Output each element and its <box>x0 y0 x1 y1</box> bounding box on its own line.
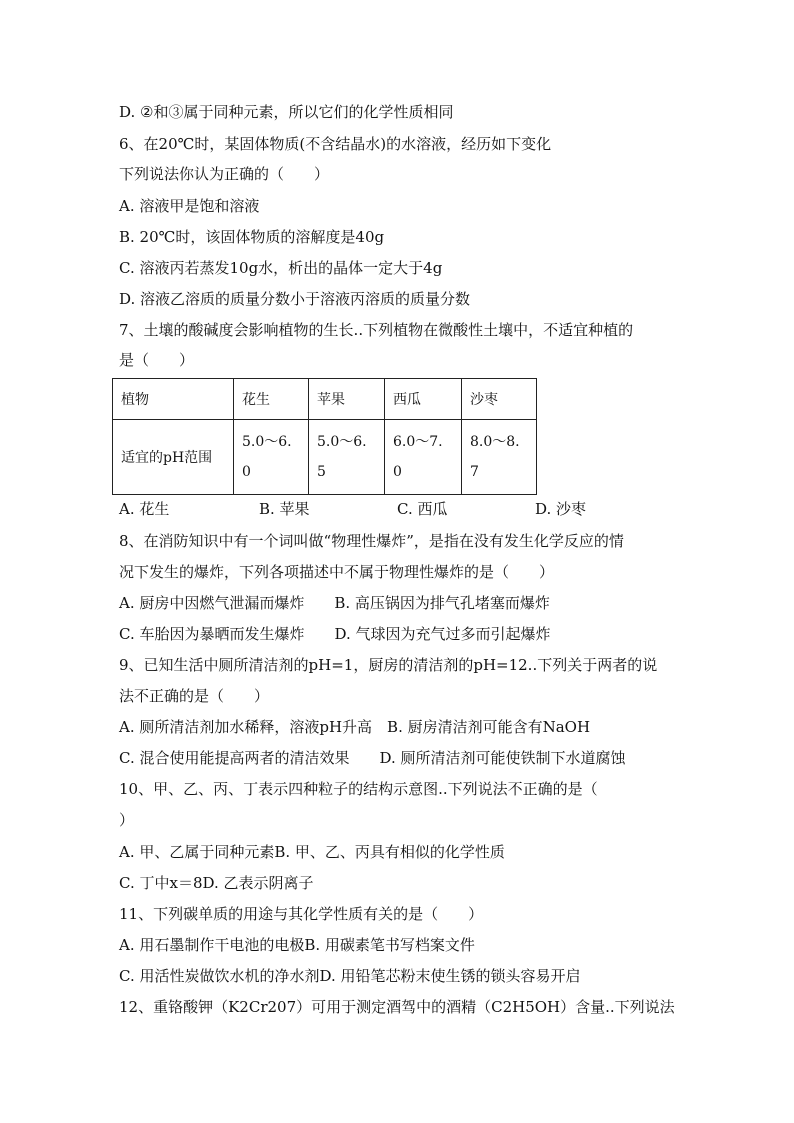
q6-stem-cont: 下列说法你认为正确的（ ） <box>119 165 330 183</box>
q8-options-cd: C. 车胎因为暴晒而发生爆炸 D. 气球因为充气过多而引起爆炸 <box>119 625 551 643</box>
q9-stem: 9、已知生活中厕所清洁剂的pH=1，厨房的清洁剂的pH=12..下列关于两者的说 <box>119 656 658 674</box>
q12-stem: 12、重铬酸钾（K2Cr207）可用于测定酒驾中的酒精（C2H5OH）含量..下列说法 <box>119 998 675 1016</box>
cell-line: 5.0～6. <box>317 434 367 450</box>
q11-stem: 11、下列碳单质的用途与其化学性质有关的是（ ） <box>119 905 484 923</box>
q10-options-cd: C. 丁中x＝8D. 乙表示阴离子 <box>119 874 314 892</box>
q10-stem-cont: ） <box>119 811 135 829</box>
q10-stem: 10、甲、乙、丙、丁表示四种粒子的结构示意图..下列说法不正确的是（ <box>119 780 598 798</box>
q6-stem: 6、在20℃时，某固体物质(不含结晶水)的水溶液，经历如下变化 <box>119 135 552 153</box>
q6-option-a: A. 溶液甲是饱和溶液 <box>119 197 260 215</box>
table-cell <box>309 420 385 495</box>
cell-line: 8.0～8. <box>470 434 520 450</box>
cell-line: 7 <box>470 464 479 480</box>
cell-line: 6.0～7. <box>393 434 443 450</box>
q9-stem-cont: 法不正确的是（ ） <box>119 687 270 705</box>
q11-options-ab: A. 用石墨制作干电池的电极B. 用碳素笔书写档案文件 <box>119 936 475 954</box>
q6-option-d: D. 溶液乙溶质的质量分数小于溶液丙溶质的质量分数 <box>119 290 471 308</box>
q10-options-ab: A. 甲、乙属于同种元素B. 甲、乙、丙具有相似的化学性质 <box>119 843 505 861</box>
table-cell <box>234 420 309 495</box>
q7-option-d: D. 沙枣 <box>535 500 587 518</box>
cell-line: 0 <box>393 464 402 480</box>
q8-options-ab: A. 厨房中因燃气泄漏而爆炸 B. 高压锅因为排气孔堵塞而爆炸 <box>119 594 550 612</box>
table-header-cell: 西瓜 <box>385 379 462 420</box>
cell-line: 5 <box>317 464 326 480</box>
q7-stem-cont: 是（ ） <box>119 351 195 369</box>
q7-options <box>119 499 679 519</box>
q5-option-d: D. ②和③属于同种元素，所以它们的化学性质相同 <box>119 103 454 121</box>
q6-option-b: B. 20℃时，该固体物质的溶解度是40g <box>119 228 385 246</box>
cell-line: 5.0～6. <box>242 434 292 450</box>
q7-option-b: B. 苹果 <box>259 500 310 518</box>
ph-table <box>112 378 537 495</box>
table-row <box>113 420 537 495</box>
table-cell <box>385 420 462 495</box>
table-header-cell: 植物 <box>113 379 234 420</box>
cell-line: 0 <box>242 464 251 480</box>
q8-stem: 8、在消防知识中有一个词叫做“物理性爆炸”，是指在没有发生化学反应的情 <box>119 532 624 550</box>
table-row-label: 适宜的pH范围 <box>113 420 234 495</box>
table-cell <box>462 420 537 495</box>
q7-option-a: A. 花生 <box>119 500 170 518</box>
q11-options-cd: C. 用活性炭做饮水机的净水剂D. 用铅笔芯粉末使生锈的锁头容易开启 <box>119 967 581 985</box>
q9-options-ab: A. 厕所清洁剂加水稀释，溶液pH升高 B. 厨房清洁剂可能含有NaOH <box>119 718 591 736</box>
table-header-cell: 花生 <box>234 379 309 420</box>
q6-option-c: C. 溶液丙若蒸发10g水，析出的晶体一定大于4g <box>119 259 443 277</box>
q7-stem: 7、土壤的酸碱度会影响植物的生长..下列植物在微酸性土壤中，不适宜种植的 <box>119 321 634 339</box>
q8-stem-cont: 况下发生的爆炸，下列各项描述中不属于物理性爆炸的是（ ） <box>119 563 555 581</box>
q7-option-c: C. 西瓜 <box>397 500 448 518</box>
q9-options-cd: C. 混合使用能提高两者的清洁效果 D. 厕所清洁剂可能使铁制下水道腐蚀 <box>119 749 626 767</box>
table-header-row <box>113 379 537 420</box>
table-header-cell: 苹果 <box>309 379 385 420</box>
table-header-cell: 沙枣 <box>462 379 537 420</box>
